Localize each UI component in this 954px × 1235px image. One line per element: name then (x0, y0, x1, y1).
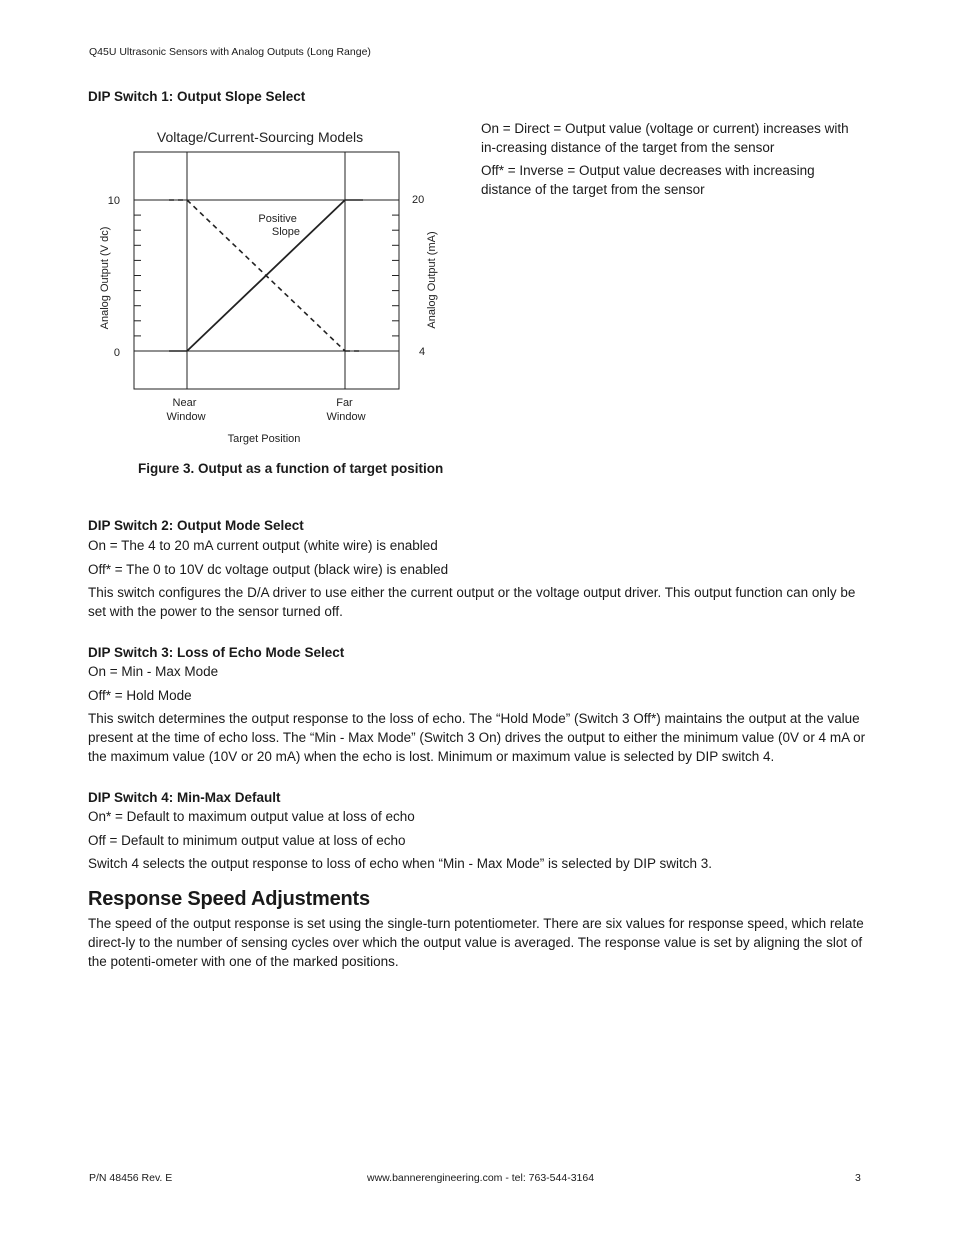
y2-tick-label-min: 4 (419, 346, 426, 358)
x-label-far-window: Far Window (326, 397, 366, 423)
dip3-heading: DIP Switch 3: Loss of Echo Mode Select (88, 645, 345, 660)
dip1-off-text: Off* = Inverse = Output value decreases with increasing distance of the target from the sensor (481, 163, 815, 197)
running-header: Q45U Ultrasonic Sensors with Analog Outputs (Long Range) (89, 46, 371, 58)
footer-page-number: 3 (855, 1172, 861, 1184)
response-speed-heading: Response Speed Adjustments (88, 888, 370, 910)
x-label-near-window: Near Window (166, 397, 206, 423)
y-tick-label-min: 0 (113, 347, 120, 359)
slope-annotation: Positive Slope (258, 213, 300, 238)
dip4-body: Switch 4 selects the output response to loss of echo when “Min - Max Mode” is selected by DIP switch 3. (88, 856, 713, 871)
dip4-heading: DIP Switch 4: Min-Max Default (88, 790, 281, 805)
footer-part-number: P/N 48456 Rev. E (89, 1172, 173, 1184)
chart-gridlines (134, 152, 399, 389)
dip4-on-text: On* = Default to maximum output value at loss of echo (88, 809, 415, 824)
y-axis-label: Analog Output (V dc) (99, 226, 111, 330)
dip2-on-text: On = The 4 to 20 mA current output (white wire) is enabled (88, 538, 438, 553)
y-tick-label-max: 10 (107, 195, 120, 207)
y2-axis-label: Analog Output (mA) (426, 231, 438, 329)
dip3-off-text: Off* = Hold Mode (88, 688, 192, 703)
output-chart (90, 120, 460, 455)
dip2-body: This switch configures the D/A driver to use either the current output or the voltage output driver. This output function can only be set with the power to the sensor turned off. (88, 585, 856, 619)
dip1-on-text: On = Direct = Output value (voltage or current) increases with in-creasing distance of the target from the sensor (481, 121, 849, 155)
dip3-body: This switch determines the output response to the loss of echo. The “Hold Mode” (Switch 3 Off*) maintains the output at the value present at the time of echo loss. The “Min - Max Mode” (Switch 3 On) drives the output to either the minimum value (0V or 4 mA or the maximum value (10V or 20 mA) when the echo is lost. Minimum or maximum value is selected by DIP switch 4. (88, 711, 866, 764)
dip4-off-text: Off = Default to minimum output value at loss of echo (88, 833, 406, 848)
figure-caption: Figure 3. Output as a function of target position (138, 461, 444, 476)
x-axis-label: Target Position (227, 433, 301, 445)
dip2-off-text: Off* = The 0 to 10V dc voltage output (black wire) is enabled (88, 562, 449, 577)
dip1-heading: DIP Switch 1: Output Slope Select (88, 89, 306, 104)
dip2-heading: DIP Switch 2: Output Mode Select (88, 518, 304, 533)
y2-tick-label-max: 20 (412, 194, 425, 206)
chart-frame (134, 152, 399, 389)
chart-title: Voltage/Current-Sourcing Models (156, 129, 364, 145)
footer-contact: www.bannerengineering.com - tel: 763-544-3164 (367, 1172, 595, 1184)
response-speed-body: The speed of the output response is set using the single-turn potentiometer. There are six values for response speed, which relate direct-ly to the number of sensing cycles over which the output value is averaged. The response value is set by aligning the slot of the potenti-ometer with one of the marked positions. (88, 916, 864, 969)
dip3-on-text: On = Min - Max Mode (88, 664, 219, 679)
